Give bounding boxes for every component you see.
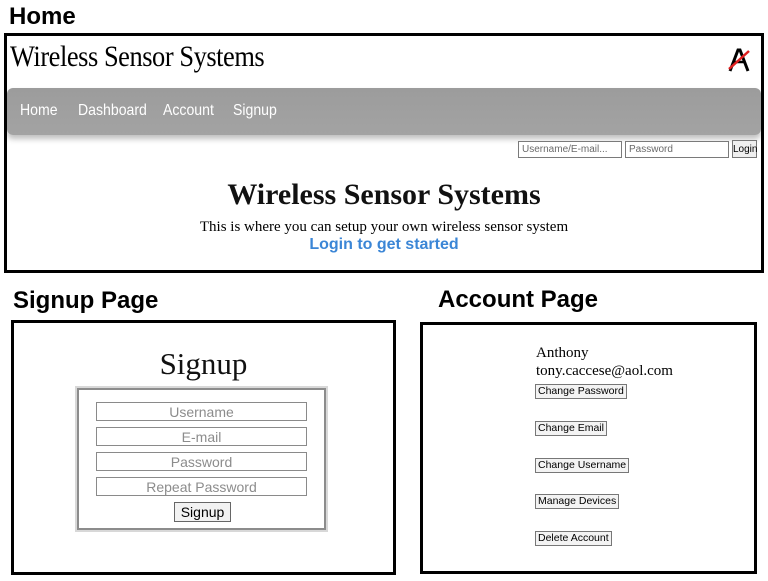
signup-title: Signup xyxy=(159,346,248,381)
signup-page-screenshot xyxy=(11,320,396,575)
hero-title: Wireless Sensor Systems xyxy=(227,178,541,211)
signup-username-input[interactable] xyxy=(96,402,307,421)
nav-home-link[interactable]: Home xyxy=(20,102,58,119)
login-cta-link[interactable]: Login to get started xyxy=(309,236,459,253)
account-user-email: tony.caccese@aol.com xyxy=(536,363,673,379)
password-input[interactable] xyxy=(625,141,729,158)
home-section-heading: Home xyxy=(9,3,76,30)
nav-account-link[interactable]: Account xyxy=(163,102,214,119)
account-section-heading: Account Page xyxy=(438,286,599,313)
username-email-input[interactable] xyxy=(518,141,622,158)
account-page-screenshot xyxy=(420,322,757,574)
nav-dashboard-link[interactable]: Dashboard xyxy=(78,102,147,119)
manage-devices-button[interactable]: Manage Devices xyxy=(535,494,619,509)
signup-form xyxy=(77,388,326,530)
hero-subtitle: This is where you can setup your own wireless sensor system xyxy=(199,219,569,235)
delete-account-button[interactable]: Delete Account xyxy=(535,531,612,546)
change-email-button[interactable]: Change Email xyxy=(535,421,607,436)
site-brand-title[interactable]: Wireless Sensor Systems xyxy=(10,40,265,73)
account-user-name: Anthony xyxy=(536,345,589,361)
main-navbar xyxy=(7,88,761,135)
home-page-screenshot xyxy=(4,33,764,273)
signup-email-input[interactable] xyxy=(96,427,307,446)
change-username-button[interactable]: Change Username xyxy=(535,458,629,473)
signup-section-heading: Signup Page xyxy=(13,287,159,314)
crossed-a-logo-icon xyxy=(727,47,751,73)
change-password-button[interactable]: Change Password xyxy=(535,384,627,399)
signup-submit-button[interactable]: Signup xyxy=(174,502,231,522)
nav-signup-link[interactable]: Signup xyxy=(233,102,277,119)
login-button[interactable]: Login xyxy=(732,140,757,158)
signup-repeat-password-input[interactable] xyxy=(96,477,307,496)
signup-password-input[interactable] xyxy=(96,452,307,471)
